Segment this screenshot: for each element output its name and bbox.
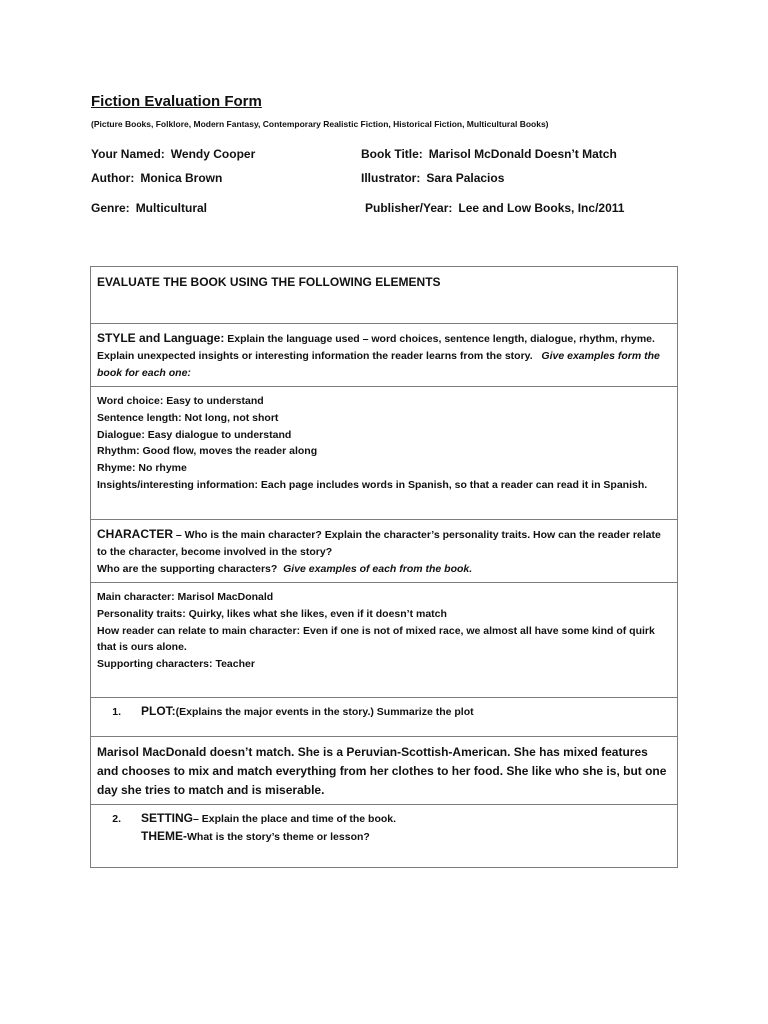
- style-heading: STYLE and Language:: [97, 331, 225, 345]
- form-subtitle: (Picture Books, Folklore, Modern Fantasy, Contemporary Realistic Fiction, Historical Fiction, Multicultural Books): [91, 119, 549, 129]
- style-question-row: [91, 324, 678, 387]
- name-value: Wendy Cooper: [170, 147, 256, 161]
- plot-answer: Marisol MacDonald doesn’t match. She is a Peruvian-Scottish-American. She has mixed features and chooses to mix and match everything from her clothes to her food. She like who she is, but one day she tries to match and is miserable.: [91, 737, 678, 805]
- genre-label: Genre:: [91, 201, 130, 215]
- name-label: Your Named:: [91, 147, 165, 161]
- genre-field: [91, 201, 207, 215]
- setting-question-row: [91, 805, 678, 868]
- evaluation-table: [90, 266, 678, 868]
- setting-number: 2.: [112, 813, 121, 825]
- illustrator-value: Sara Palacios: [426, 171, 505, 185]
- illustrator-field: [361, 171, 504, 185]
- style-answer-rhythm: Rhythm: Good flow, moves the reader along: [97, 445, 318, 458]
- setting-heading: SETTING: [141, 811, 194, 825]
- style-answer-sentence-length: Sentence length: Not long, not short: [97, 411, 279, 424]
- publisher-field: [365, 201, 624, 215]
- setting-question: – Explain the place and time of the book.: [193, 813, 397, 825]
- character-answer-supporting: Supporting characters: Teacher: [97, 658, 255, 671]
- plot-number: 1.: [112, 706, 121, 718]
- character-answer-main: Main character: Marisol MacDonald: [97, 591, 274, 603]
- author-label: Author:: [91, 171, 135, 185]
- style-answer-word-choice: Word choice: Easy to understand: [97, 395, 264, 407]
- book-title-label: Book Title:: [361, 147, 423, 161]
- plot-question: (Explains the major events in the story.) Summarize the plot: [175, 706, 474, 718]
- publisher-value: Lee and Low Books, Inc/2011: [458, 201, 625, 215]
- plot-question-row: [91, 698, 678, 737]
- style-answer-dialogue: Dialogue: Easy dialogue to understand: [97, 428, 292, 441]
- book-title-field: [361, 147, 617, 161]
- theme-heading: THEME-: [141, 829, 187, 843]
- character-answer-row: [91, 583, 678, 698]
- publisher-label: Publisher/Year:: [365, 201, 453, 215]
- character-answer-traits: Personality traits: Quirky, likes what she likes, even if it doesn’t match: [97, 607, 447, 620]
- book-title-value: Marisol McDonald Doesn’t Match: [428, 147, 617, 161]
- genre-value: Multicultural: [135, 201, 208, 215]
- plot-heading: PLOT:: [141, 704, 176, 718]
- illustrator-label: Illustrator:: [361, 171, 421, 185]
- character-heading: CHARACTER: [97, 527, 173, 541]
- character-question: – Who is the main character? Explain the character’s personality traits. How can the reader relate to the character, become involved in the story?: [97, 529, 661, 558]
- style-question: Explain the language used – word choices, sentence length, dialogue, rhythm, rhyme. Explain unexpected insights or interesting information the reader learns from the story.: [97, 333, 655, 362]
- character-question-2: Who are the supporting characters?: [97, 563, 278, 575]
- style-answer-insights: Insights/interesting information: Each page includes words in Spanish, so that a reader can read it in Spanish.: [97, 478, 648, 491]
- student-name-field: [91, 147, 255, 161]
- form-title: Fiction Evaluation Form: [91, 93, 262, 110]
- author-field: [91, 171, 222, 185]
- plot-answer-row: [91, 737, 678, 805]
- character-question-row: [91, 520, 678, 583]
- character-question-2-italic: Give examples of each from the book.: [283, 563, 473, 575]
- author-value: Monica Brown: [140, 171, 223, 185]
- style-answer-rhyme: Rhyme: No rhyme: [97, 462, 187, 475]
- style-question-italic: Give examples form the book for each one:: [97, 350, 660, 379]
- theme-question: What is the story’s theme or lesson?: [187, 831, 370, 843]
- style-answer-row: [91, 387, 678, 520]
- character-answer-relate: How reader can relate to main character: Even if one is not of mixed race, we almost all have some kind of quirk that is ours alone.: [97, 624, 655, 654]
- table-header-row: [91, 267, 678, 324]
- table-header: EVALUATE THE BOOK USING THE FOLLOWING ELEMENTS: [97, 275, 441, 289]
